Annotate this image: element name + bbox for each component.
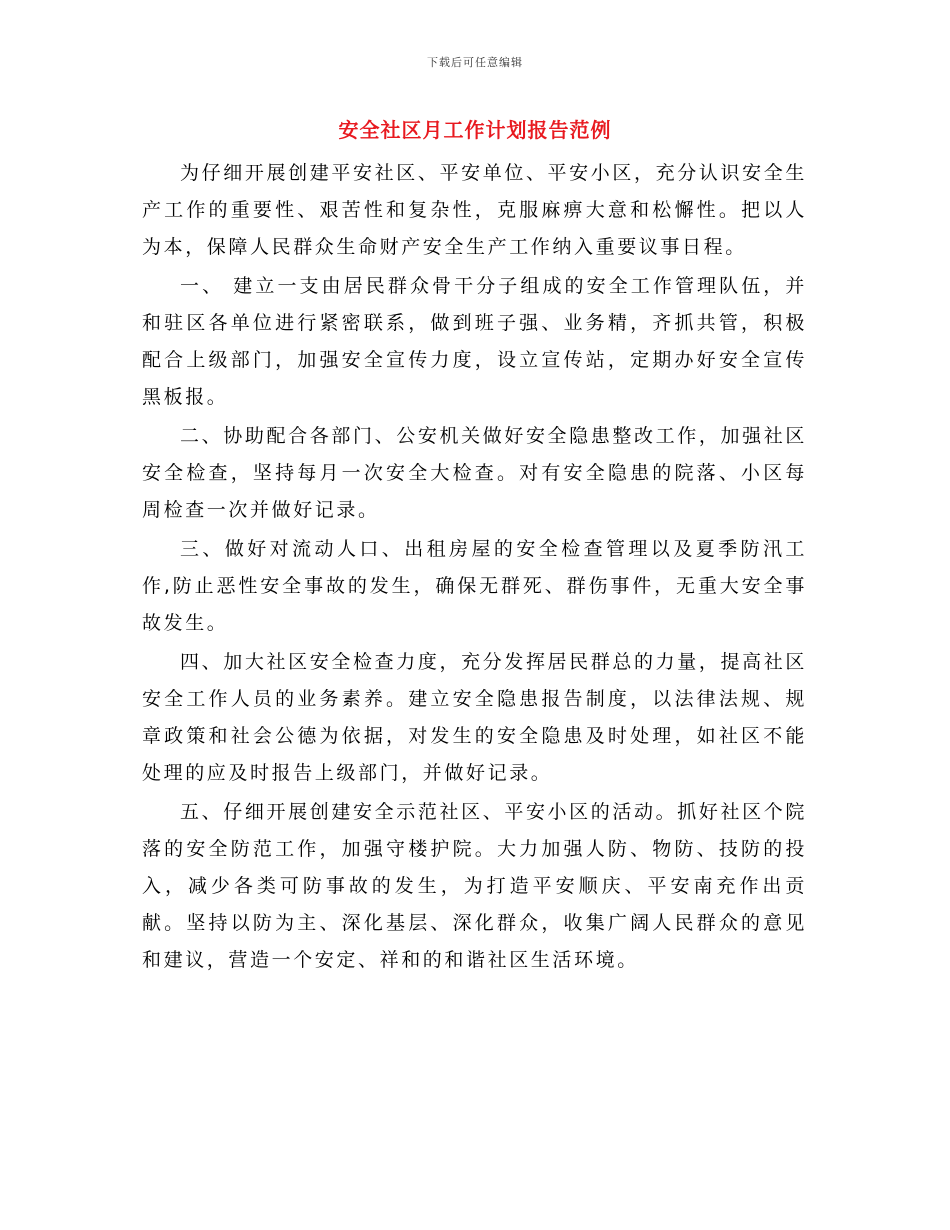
document-title: 安全社区月工作计划报告范例 [338, 118, 612, 142]
paragraph-item-3: 三、做好对流动人口、出租房屋的安全检查管理以及夏季防汛工作,防止恶性安全事故的发生，确保无群死、群伤事件，无重大安全事故发生。 [142, 538, 807, 634]
paragraph-item-2: 二、协助配合各部门、公安机关做好安全隐患整改工作，加强社区安全检查，坚持每月一次安全大检查。对有安全隐患的院落、小区每周检查一次并做好记录。 [142, 425, 807, 521]
header-note: 下载后可任意编辑 [427, 56, 523, 69]
paragraph-item-5: 五、仔细开展创建安全示范社区、平安小区的活动。抓好社区个院落的安全防范工作，加强守楼护院。大力加强人防、物防、技防的投入，减少各类可防事故的发生，为打造平安顺庆、平安南充作出贡献。坚持以防为主、深化基层、深化群众，收集广阔人民群众的意见和建议，营造一个安定、祥和的和谐社区生活环境。 [142, 801, 807, 971]
paragraph-item-4: 四、加大社区安全检查力度，充分发挥居民群总的力量，提高社区安全工作人员的业务素养。建立安全隐患报告制度，以法律法规、规章政策和社会公德为依据，对发生的安全隐患及时处理，如社区不能处理的应及时报告上级部门，并做好记录。 [142, 651, 807, 784]
document-body [142, 155, 807, 981]
paragraph-item-1: 一、 建立一支由居民群众骨干分子组成的安全工作管理队伍，并和驻区各单位进行紧密联系，做到班子强、业务精，齐抓共管，积极配合上级部门，加强安全宣传力度，设立宣传站，定期办好安全宣传黑板报。 [142, 275, 807, 408]
paragraph-intro: 为仔细开展创建平安社区、平安单位、平安小区，充分认识安全生产工作的重要性、艰苦性和复杂性，克服麻痹大意和松懈性。把以人为本，保障人民群众生命财产安全生产工作纳入重要议事日程。 [142, 162, 807, 258]
